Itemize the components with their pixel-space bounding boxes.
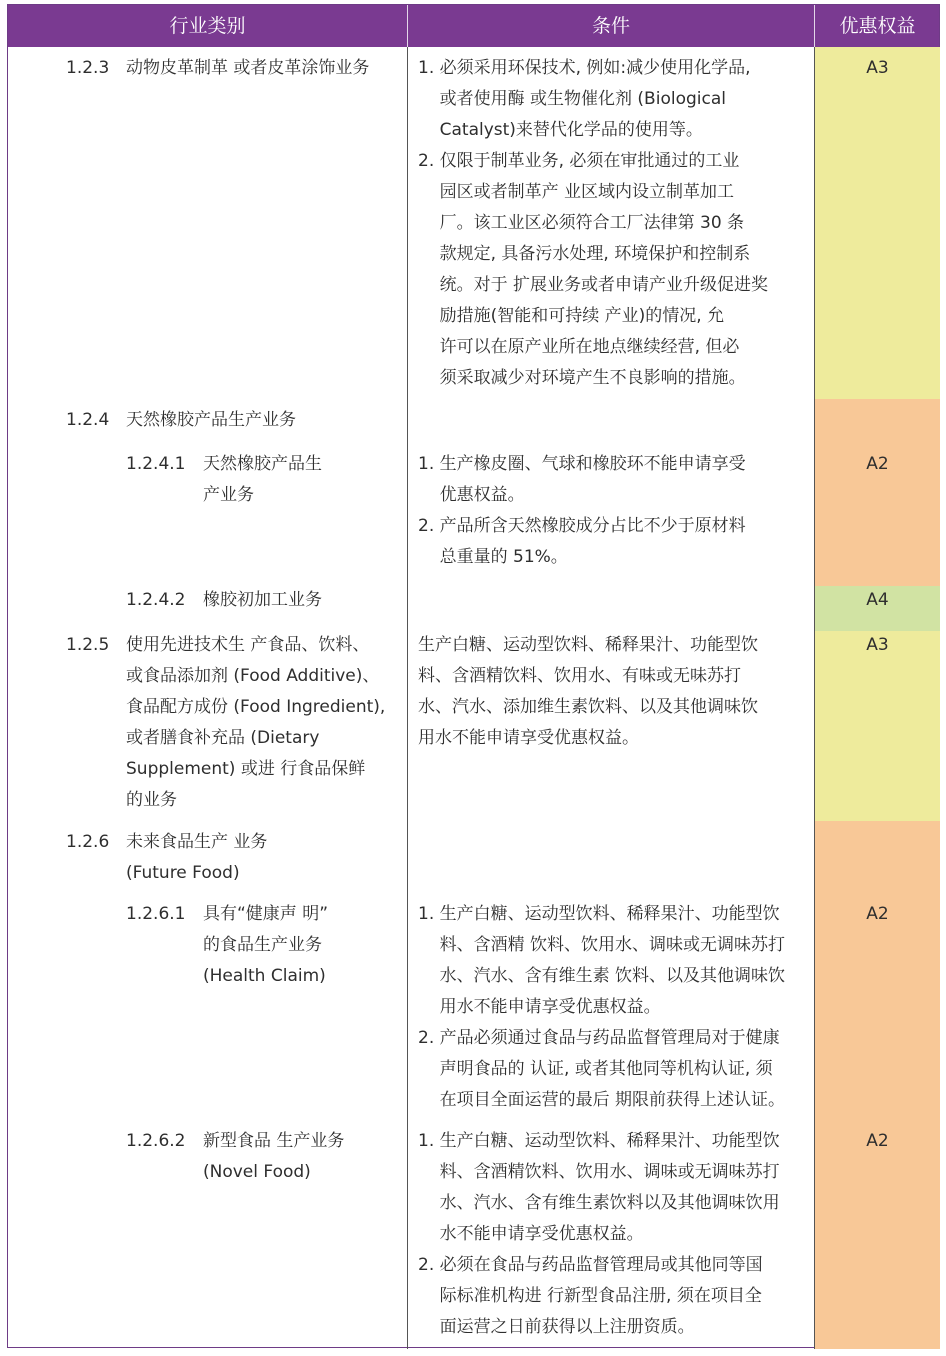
condition-line: 用水不能申请享受优惠权益。	[418, 728, 639, 748]
condition-line: 料、含酒精 饮料、饮用水、调味或无调味苏打	[418, 935, 786, 955]
benefit-badge: A2	[866, 1131, 889, 1151]
row-title: 的食品生产业务	[203, 935, 322, 955]
condition-line: 须采取减少对环境产生不良影响的措施。	[418, 368, 746, 388]
condition-line: 1. 生产橡皮圈、气球和橡胶环不能申请享受	[418, 454, 746, 474]
condition-line: 1. 必须采用环保技术, 例如:减少使用化学品,	[418, 58, 751, 78]
condition-line: 2. 产品所含天然橡胶成分占比不少于原材料	[418, 516, 746, 536]
condition-line: 声明食品的 认证, 或者其他同等机构认证, 须	[418, 1059, 773, 1079]
row-title: 或者膳食补充品 (Dietary	[126, 728, 320, 748]
row-title: 动物皮革制革 或者皮革涂饰业务	[126, 58, 370, 78]
condition-line: 2. 产品必须通过食品与药品监督管理局对于健康	[418, 1028, 780, 1048]
condition-line: 统。对于 扩展业务或者申请产业升级促进奖	[418, 275, 769, 295]
row-title: 天然橡胶产品生产业务	[126, 410, 296, 430]
condition-line: Catalyst)来替代化学品的使用等。	[418, 120, 703, 140]
condition-line: 1. 生产白糖、运动型饮料、稀释果汁、功能型饮	[418, 904, 780, 924]
row-title: (Health Claim)	[203, 966, 326, 986]
condition-line: 用水不能申请享受优惠权益。	[418, 997, 661, 1017]
header-industry-category: 行业类别	[169, 15, 246, 37]
condition-line: 水、汽水、含有维生素 饮料、以及其他调味饮	[418, 966, 786, 986]
row-number: 1.2.4	[66, 410, 110, 430]
row-title: 天然橡胶产品生	[203, 454, 322, 474]
row-title: 食品配方成份 (Food Ingredient),	[126, 697, 386, 717]
condition-line: 或者使用酶 或生物催化剂 (Biological	[418, 89, 726, 109]
condition-line: 园区或者制革产 业区域内设立制革加工	[418, 182, 735, 202]
condition-line: 在项目全面运营的最后 期限前获得上述认证。	[418, 1090, 786, 1110]
row-title: (Future Food)	[126, 863, 240, 883]
condition-line: 款规定, 具备污水处理, 环境保护和控制系	[418, 244, 751, 264]
condition-line: 许可以在原产业所在地点继续经营, 但必	[418, 337, 740, 357]
row-number: 1.2.3	[66, 58, 110, 78]
condition-line: 料、含酒精饮料、饮用水、有味或无味苏打	[418, 666, 741, 686]
condition-line: 励措施(智能和可持续 产业)的情况, 允	[418, 306, 725, 326]
condition-line: 面运营之日前获得以上注册资质。	[418, 1317, 695, 1337]
row-title: 的业务	[126, 790, 177, 810]
row-title: 具有“健康声 明”	[203, 904, 329, 924]
condition-line: 2. 必须在食品与药品监督管理局或其他同等国	[418, 1255, 763, 1275]
column-divider	[407, 47, 408, 1349]
benefit-badge: A3	[866, 58, 889, 78]
row-number: 1.2.4.2	[126, 590, 186, 610]
row-title: 橡胶初加工业务	[203, 590, 322, 610]
condition-line: 优惠权益。	[418, 485, 525, 505]
condition-line: 际标准机构进 行新型食品注册, 须在项目全	[418, 1286, 762, 1306]
row-number: 1.2.6.2	[126, 1131, 186, 1151]
condition-line: 料、含酒精饮料、饮用水、调味或无调味苏打	[418, 1162, 780, 1182]
condition-line: 厂。该工业区必须符合工厂法律第 30 条	[418, 213, 745, 233]
benefit-band-a2	[815, 399, 940, 586]
table-header	[8, 5, 939, 47]
condition-line: 生产白糖、运动型饮料、稀释果汁、功能型饮	[418, 635, 758, 655]
condition-line: 2. 仅限于制革业务, 必须在审批通过的工业	[418, 151, 740, 171]
row-title: 新型食品 生产业务	[203, 1131, 345, 1151]
benefits-table	[7, 4, 940, 1348]
condition-line: 水、汽水、含有维生素饮料以及其他调味饮用	[418, 1193, 780, 1213]
benefit-band-a3	[815, 47, 940, 399]
row-title: 未来食品生产 业务	[126, 832, 268, 852]
condition-line: 1. 生产白糖、运动型饮料、稀释果汁、功能型饮	[418, 1131, 780, 1151]
benefit-badge: A2	[866, 454, 889, 474]
row-number: 1.2.6.1	[126, 904, 186, 924]
row-title: 产业务	[203, 485, 254, 505]
row-title: (Novel Food)	[203, 1162, 311, 1182]
benefit-badge: A2	[866, 904, 889, 924]
row-title: 使用先进技术生 产食品、饮料、	[126, 635, 370, 655]
benefit-badge: A3	[866, 635, 889, 655]
condition-line: 总重量的 51%。	[418, 547, 568, 567]
condition-line: 水不能申请享受优惠权益。	[418, 1224, 644, 1244]
row-number: 1.2.6	[66, 832, 110, 852]
benefit-badge: A4	[866, 590, 889, 610]
condition-line: 水、汽水、添加维生素饮料、以及其他调味饮	[418, 697, 758, 717]
header-conditions: 条件	[591, 15, 630, 37]
row-number: 1.2.5	[66, 635, 110, 655]
header-benefits: 优惠权益	[839, 15, 916, 37]
row-number: 1.2.4.1	[126, 454, 186, 474]
row-title: Supplement) 或进 行食品保鲜	[126, 759, 366, 779]
row-title: 或食品添加剂 (Food Additive)、	[126, 666, 380, 686]
